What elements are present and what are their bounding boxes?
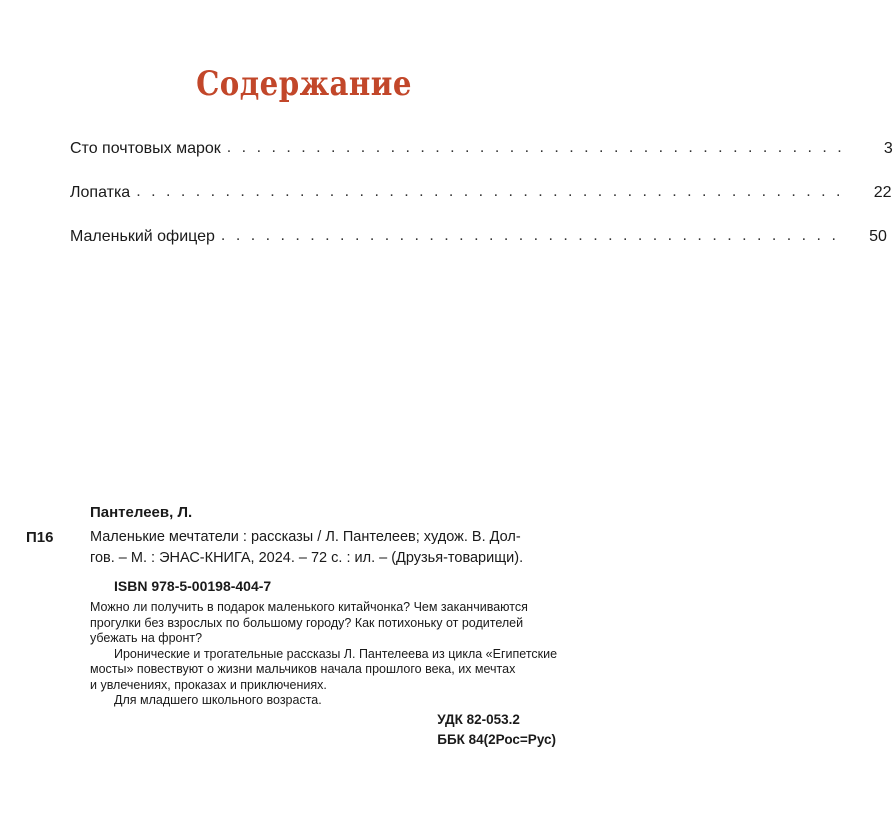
catalog-description-line: гов. – М. : ЭНАС-КНИГА, 2024. – 72 с. : ил. – (Друзья-товарищи). — [90, 550, 524, 566]
contents-heading: Содержание — [196, 64, 412, 104]
toc-leader-dots: . . . . . . . . . . . . . . . . . . . . . . . . . . . . . . . . . . . . . . . . . . — [226, 139, 845, 156]
annotation-line: Для младшего школьного возраста. — [114, 693, 322, 707]
annotation-paragraph — [90, 647, 586, 694]
annotation-line: убежать на фронт? — [90, 631, 203, 645]
catalog-annotation — [90, 600, 586, 709]
annotation-line: и увлечениях, проказах и приключениях. — [90, 677, 327, 692]
toc-entry-page: 50 — [869, 228, 887, 245]
toc-entry[interactable] — [70, 183, 892, 228]
bbk-code: ББК 84(2Рос=Рус) — [437, 732, 556, 747]
toc-entry-title: Лопатка — [70, 184, 131, 201]
annotation-line: мосты» повествуют о жизни мальчиков начала прошлого века, их мечтах — [90, 662, 516, 676]
udk-code: УДК 82-053.2 — [437, 712, 520, 727]
toc-entry-page: 3 — [883, 140, 893, 157]
catalog-description — [90, 527, 574, 569]
annotation-paragraph — [90, 693, 586, 709]
catalog-isbn: ISBN 978-5-00198-404-7 — [114, 578, 272, 594]
toc-leader-dots: . . . . . . . . . . . . . . . . . . . . . . . . . . . . . . . . . . . . . . . . . . . . . . . . — [136, 183, 844, 200]
catalog-description-line: Маленькие мечтатели : рассказы / Л. Пантелеев; худож. В. Дол- — [90, 529, 521, 545]
annotation-line: Можно ли получить в подарок маленького китайчонка? Чем заканчиваются — [90, 600, 528, 614]
catalog-code: П16 — [26, 529, 54, 546]
annotation-line: прогулки без взрослых по большому городу? Как потихоньку от родителей — [90, 615, 524, 630]
toc-entry[interactable] — [70, 139, 893, 184]
toc-entry[interactable] — [70, 227, 887, 272]
toc-entry-title: Маленький офицер — [70, 228, 215, 245]
annotation-line: Иронические и трогательные рассказы Л. Пантелеева из цикла «Египетские — [114, 646, 558, 661]
classification-codes — [437, 710, 556, 750]
toc-entry-page: 22 — [873, 184, 892, 201]
toc-entry-title: Сто почтовых марок — [70, 140, 221, 157]
annotation-paragraph — [90, 600, 586, 647]
table-of-contents — [70, 139, 893, 272]
toc-leader-dots: . . . . . . . . . . . . . . . . . . . . . . . . . . . . . . . . . . . . . . . . . . — [220, 227, 839, 244]
catalog-author: Пантелеев, Л. — [90, 504, 193, 521]
